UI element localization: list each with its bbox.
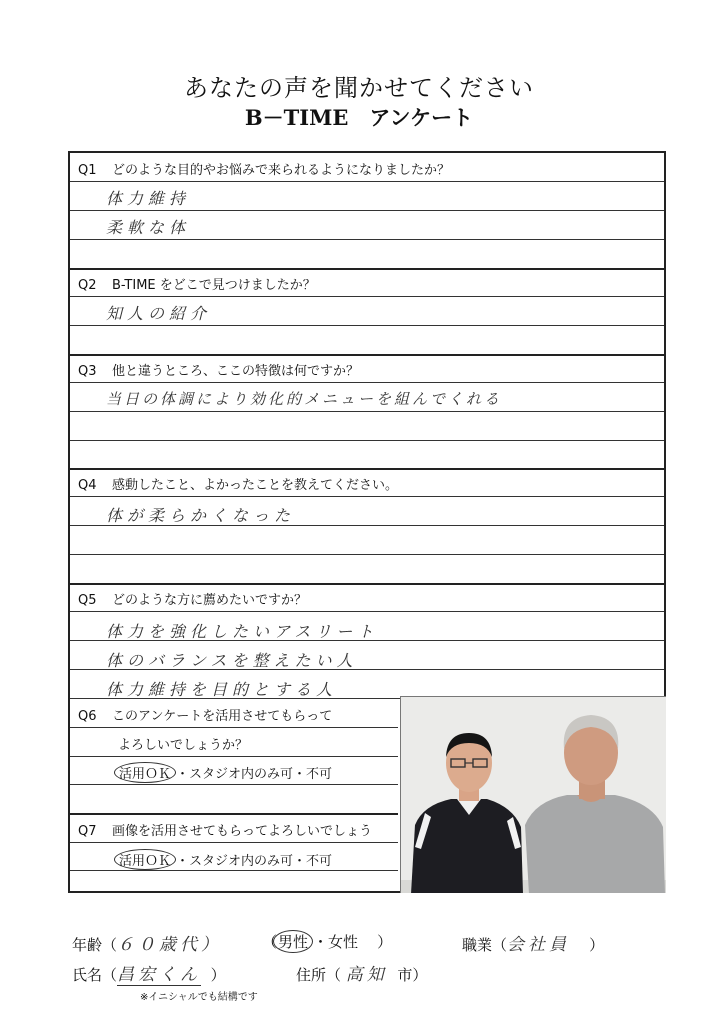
name-label: 氏名（ — [72, 966, 118, 984]
gender-selected-circled: 男性 — [273, 930, 313, 953]
two-people-photo-illustration — [401, 697, 666, 893]
question-2 — [78, 274, 316, 293]
question-6-options — [118, 762, 332, 783]
answer-4-line-1: 体が柔らかくなった — [106, 506, 296, 525]
question-text: どのような目的やお悩みで来られるようになりましたか？ — [112, 163, 451, 178]
gender-open: （ — [262, 933, 278, 951]
answer-1-line-2: 柔軟な体 — [106, 218, 191, 237]
question-number: Q7 — [78, 824, 97, 839]
customer-photo — [400, 696, 666, 893]
question-number: Q5 — [78, 593, 97, 608]
question-text: 画像を活用させてもらってよろしいでしょう — [112, 824, 373, 839]
question-number: Q2 — [78, 278, 97, 293]
name-field — [72, 960, 226, 985]
option-ok-circled: 活用ＯＫ — [114, 849, 176, 870]
name-value: 昌宏くん — [117, 965, 202, 985]
job-value: 会社員 — [507, 935, 571, 955]
option-rest: ・スタジオ内のみ可・不可 — [176, 854, 333, 869]
question-1 — [78, 159, 450, 178]
question-text-line-1: このアンケートを活用させてもらって — [112, 709, 333, 724]
question-text: どのような方に薦めたいですか？ — [112, 593, 308, 608]
job-close: ） — [589, 936, 605, 954]
answer-5-line-1: 体力を強化したいアスリート — [106, 622, 379, 641]
question-text: 他と違うところ、ここの特徴は何ですか？ — [112, 364, 360, 379]
age-field — [72, 930, 222, 955]
answer-5-line-2: 体のバランスを整えたい人 — [106, 651, 358, 670]
address-field — [296, 960, 427, 985]
address-value: 高知 — [345, 965, 388, 985]
question-number: Q6 — [78, 709, 97, 724]
question-4 — [78, 474, 398, 493]
initials-note: ※イニシャルでも結構です — [140, 992, 258, 1003]
answer-3-line-1: 当日の体調により効化的メニューを組んでくれる — [106, 390, 503, 408]
address-suffix: 市） — [397, 966, 428, 984]
answer-1-line-1: 体力維持 — [106, 189, 191, 208]
answer-2-line-1: 知人の紹介 — [106, 304, 212, 323]
question-6 — [78, 705, 332, 724]
survey-subtitle: B－TIME アンケート — [244, 105, 474, 130]
gender-field — [262, 930, 392, 953]
age-value: ６０歳代） — [117, 935, 223, 955]
question-number: Q4 — [78, 478, 97, 493]
job-field — [462, 930, 604, 955]
name-close: ） — [210, 966, 226, 984]
question-number: Q1 — [78, 163, 97, 178]
question-7 — [78, 820, 372, 839]
question-text: 感動したこと、よかったことを教えてください。 — [112, 478, 399, 493]
address-label: 住所（ — [296, 966, 342, 984]
question-text: B-TIME をどこで見つけましたか？ — [112, 278, 316, 293]
survey-title: あなたの声を聞かせてください — [184, 74, 534, 102]
question-5 — [78, 589, 307, 608]
gender-close: ） — [377, 933, 393, 951]
gender-rest: ・女性 — [313, 933, 359, 951]
question-7-options — [118, 849, 332, 870]
question-3 — [78, 360, 359, 379]
age-label: 年齢（ — [72, 936, 118, 954]
job-label: 職業（ — [462, 936, 508, 954]
question-6-text-line-2: よろしいでしょうか？ — [118, 738, 249, 753]
answer-5-line-3: 体力維持を目的とする人 — [106, 680, 338, 699]
question-number: Q3 — [78, 364, 97, 379]
option-ok-circled: 活用ＯＫ — [114, 762, 176, 783]
option-rest: ・スタジオ内のみ可・不可 — [176, 767, 333, 782]
